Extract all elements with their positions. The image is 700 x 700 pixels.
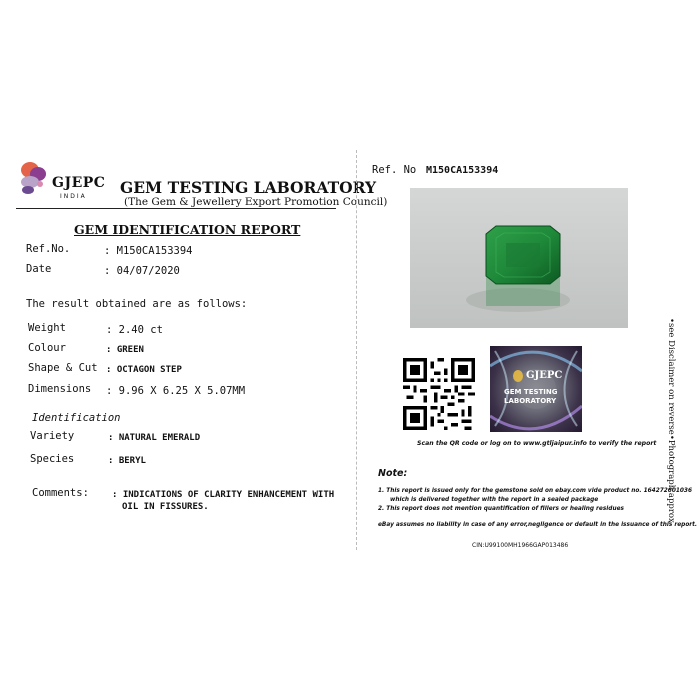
weight-value: : 2.40 ct: [106, 324, 163, 336]
dimensions-label: Dimensions: [28, 383, 92, 395]
hologram-logo-text: GJEPC: [526, 370, 563, 381]
species-label: Species: [30, 453, 75, 465]
qr-code[interactable]: [403, 358, 475, 430]
side-disclaimer: •see Disclaimer on reverse•Photograph approx: [666, 318, 676, 523]
gemstone-photo: [410, 188, 628, 328]
variety-label: Variety: [30, 430, 75, 442]
comments-line-2: OIL IN FISSURES.: [122, 502, 209, 512]
logo-subtext: INDIA: [60, 193, 87, 200]
emerald-image: [410, 188, 628, 328]
ref-label: Ref.No.: [26, 243, 71, 255]
note-1a: 1. This report is issued only for the gemstone sold on ebay.com vide product no. 164272601036: [378, 488, 692, 494]
hologram-line-2: LABORATORY: [504, 397, 557, 405]
ref-value: : M150CA153394: [104, 245, 193, 257]
gjepc-logo-icon: [18, 160, 50, 196]
note-1b: which is delivered together with the report in a sealed package: [390, 497, 599, 503]
colour-value: : GREEN: [106, 345, 144, 355]
note-3: eBay assumes no liability in case of any error,negligence or default in the issuance of this report.: [378, 522, 698, 528]
note-title: Note:: [378, 468, 408, 479]
note-2: 2. This report does not mention quantification of fillers or healing residues: [378, 506, 624, 512]
right-ref-label: Ref. No: [372, 164, 417, 176]
logo-text: GJEPC: [52, 175, 106, 191]
lab-title: GEM TESTING LABORATORY: [120, 178, 377, 197]
scan-instruction: Scan the QR code or log on to www.gtljaipur.info to verify the report: [417, 440, 657, 447]
shape-value: : OCTAGON STEP: [106, 365, 182, 375]
dimensions-value: : 9.96 X 6.25 X 5.07MM: [106, 385, 246, 397]
comments-line-1: : INDICATIONS OF CLARITY ENHANCEMENT WITH: [112, 490, 335, 500]
shape-label: Shape & Cut: [28, 362, 98, 374]
weight-label: Weight: [28, 322, 66, 334]
colour-label: Colour: [28, 342, 66, 354]
date-value: : 04/07/2020: [104, 265, 180, 277]
lab-subtitle: (The Gem & Jewellery Export Promotion Council): [124, 196, 388, 208]
report-title: GEM IDENTIFICATION REPORT: [74, 222, 301, 237]
hologram-seal: [490, 346, 582, 432]
cin-number: CIN:U99100MH1966GAP013486: [472, 542, 569, 549]
hologram-line-1: GEM TESTING: [504, 388, 558, 396]
report-card: [14, 150, 698, 550]
result-line: The result obtained are as follows:: [26, 298, 248, 310]
center-divider: [356, 150, 357, 550]
comments-label: Comments:: [32, 487, 89, 499]
species-value: : BERYL: [108, 456, 146, 466]
identification-label: Identification: [32, 412, 121, 424]
header-divider: [16, 208, 336, 209]
right-ref-value: M150CA153394: [426, 165, 499, 176]
date-label: Date: [26, 263, 52, 275]
variety-value: : NATURAL EMERALD: [108, 433, 201, 443]
